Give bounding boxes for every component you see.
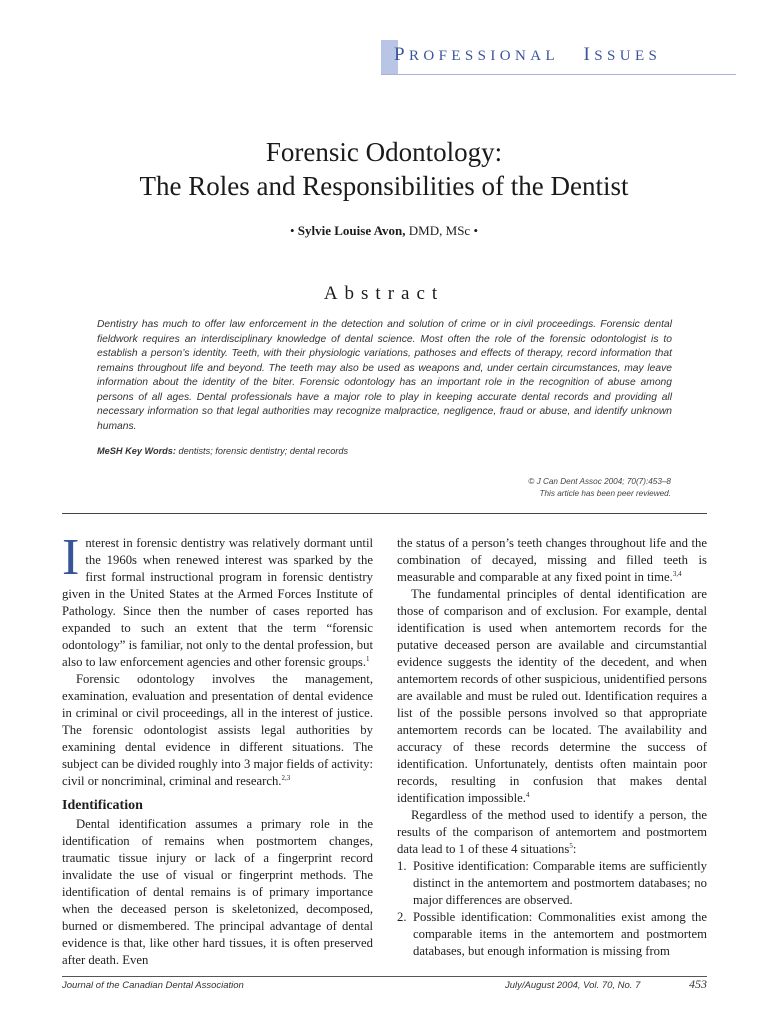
identification-outcomes-list	[397, 858, 707, 960]
body-paragraph	[62, 671, 373, 790]
keywords-text: dentists; forensic dentistry; dental records	[178, 446, 349, 456]
body-paragraph-text: Regardless of the method used to identify a person, the results of the comparison of antemortem and postmortem data lead to 1 of these 4 situations	[397, 808, 707, 856]
page-number: 453	[689, 977, 707, 991]
body-paragraph	[397, 807, 707, 858]
author-name: Sylvie Louise Avon,	[297, 223, 406, 238]
right-column	[397, 535, 707, 960]
reference-marker: 4	[525, 790, 530, 799]
abstract-heading: Abstract	[323, 283, 445, 304]
section-word-1: ROFESSIONAL	[408, 48, 560, 64]
byline-bullet-right: •	[473, 223, 479, 238]
author-degrees: DMD, MSc	[408, 223, 471, 238]
byline	[0, 223, 768, 239]
body-paragraph	[397, 586, 707, 807]
keywords-label: MeSH Key Words:	[97, 446, 176, 456]
section-initial-2: I	[583, 44, 595, 65]
section-initial-1: P	[394, 44, 409, 65]
section-header-rule	[381, 74, 736, 75]
section-header	[394, 44, 734, 66]
left-column	[62, 529, 373, 969]
citation	[380, 476, 671, 500]
journal-name: Journal of the Canadian Dental Association	[62, 980, 244, 991]
list-number: 2.	[397, 910, 407, 924]
intro-paragraph	[62, 529, 373, 671]
body-paragraph: Dental identification assumes a primary role in the identification of remains when postmortem changes, traumatic tissue injury or lack of a fingerprint record invalidate the use of visual or fingerprint methods. The identification of dental remains is of primary importance when the deceased person is skeletonized, decomposed, burned or dismembered. The principal advantage of dental evidence is that, like other hard tissues, it is often preserved after death. Even	[62, 817, 373, 967]
body-paragraph-text: the status of a person’s teeth changes throughout life and the combination of decayed, missing and filled teeth is measurable and comparable at any fixed point in time.	[397, 536, 707, 584]
body-paragraph-text: Forensic odontology involves the management, examination, evaluation and presentation of dental evidence in criminal or civil proceedings, all in the interest of justice. The forensic odontologist assists legal authorities by examining dental evidence in different situations. The subject can be divided roughly into 3 major fields of activity: civil or noncriminal, criminal and research.	[62, 672, 373, 788]
section-word-2: SSUES	[594, 48, 662, 64]
peer-review-note: This article has been peer reviewed.	[539, 489, 671, 498]
list-item-text: Possible identification: Commonalities exist among the comparable items in the antemortem and postmortem databases, but enough information is missing from	[413, 910, 707, 958]
reference-marker: 2,3	[281, 773, 291, 782]
footer-rule	[62, 976, 707, 977]
reference-marker: 3,4	[672, 569, 682, 578]
list-item	[397, 858, 707, 909]
list-number: 1.	[397, 859, 407, 873]
section-heading-identification: Identification	[62, 798, 143, 813]
body-paragraph-text: The fundamental principles of dental identification are those of comparison and of exclusion. For example, dental identification is used when antemortem records for the putative deceased person are available and circumstantial evidence suggests the identity of the decedent, and when antemortem records of other suspicious, unidentified persons are available and must be ruled out. Identification requires a list of the possible persons involved so that appropriate antemortem records can be located. The availability and accuracy of these records determine the success of identification. Unfortunately, dentists often maintain poor records, resulting in confusion that makes dental identification impossible.	[397, 587, 707, 805]
punctuation: :	[572, 842, 577, 856]
reference-marker: 5	[569, 841, 573, 850]
reference-marker: 1	[366, 654, 370, 663]
drop-cap: I	[62, 529, 80, 586]
body-paragraph	[397, 535, 707, 586]
list-item	[397, 909, 707, 960]
abstract-body: Dentistry has much to offer law enforcement in the detection and solution of crime or in civil proceedings. Forensic dental fieldwork requires an interdisciplinary knowledge of dental science. Most often the role of the forensic odontologist is to establish a person’s identity. Teeth, with their physiologic variations, pathoses and effects of therapy, record information that remains throughout life and beyond. The teeth may also be used as weapons and, under certain circumstances, may leave information about the identity of the biter. Forensic odontology has an important role in the recognition of abuse among persons of all ages. Dental professionals have a major role to play in keeping accurate dental records and providing all necessary information so that legal authorities may recognize malpractice, negligence, fraud or abuse, and identify unknown humans.	[97, 319, 672, 432]
abstract-divider	[62, 513, 707, 514]
citation-line-1: © J Can Dent Assoc 2004; 70(7):453–8	[528, 477, 671, 486]
byline-bullet-left: •	[289, 223, 295, 238]
article-title-line-2: The Roles and Responsibilities of the Dentist	[139, 171, 629, 201]
list-item-text: Positive identification: Comparable items are sufficiently distinct in the antemortem and postmortem databases; no major differences are observed.	[413, 859, 707, 907]
keywords-line	[97, 446, 672, 456]
issue-info: July/August 2004, Vol. 70, No. 7	[505, 980, 641, 991]
article-title-line-1: Forensic Odontology:	[265, 137, 503, 167]
intro-paragraph-text: nterest in forensic dentistry was relatively dormant until the 1960s when renewed interest was sparked by the first formal instructional program in forensic dentistry given in the United States at the Armed Forces Institute of Pathology. Since then the number of cases reported has expanded to such an extent that the term “forensic odontology” is familiar, not only to the dental profession, but also to law enforcement agencies and other forensic groups.	[62, 536, 373, 669]
